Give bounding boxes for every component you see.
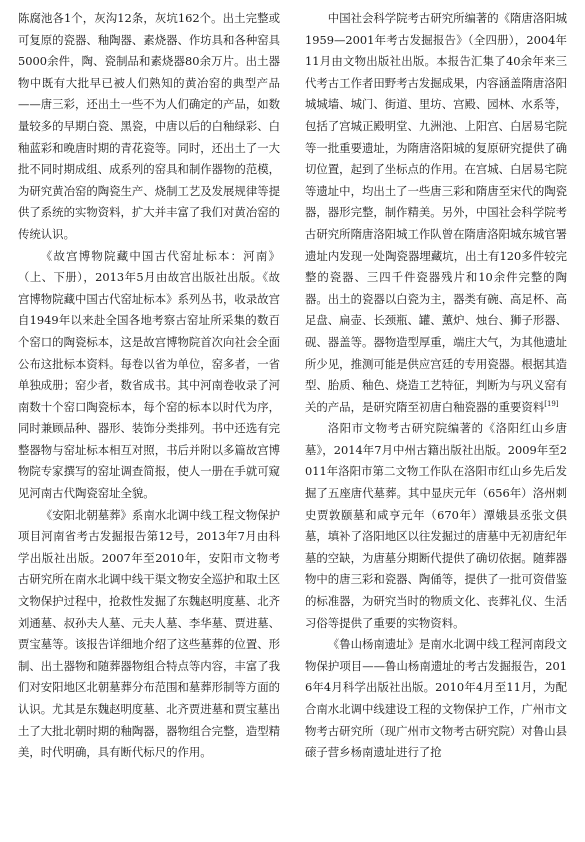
paragraph-anyang-tombs: 《安阳北朝墓葬》系南水北调中线工程文物保护项目河南省考古发掘报告第12号，2013年7月由科学出版社出版。2007年至2010年，安阳市文物考古研究所在南水北调中线干渠文物安全巡护和取土区文物保护过程中，抢救性发掘了东魏赵明度墓、北齐刘通墓、叔孙夫人墓、元夫人墓、李华墓、贾进墓、贾宝墓等。该报告详细地介绍了这些墓葬的位置、形制、出土器物和随葬器物组合特点等内容，丰富了我们对安阳地区北朝墓葬分布范围和墓葬形制等方面的认识。尤其是东魏赵明度墓、北齐贾进墓和贾宝墓出土了大批北朝时期的釉陶器，器物组合完整，造型精美，时代明确，具有断代标尺的作用。 — [18, 507, 281, 760]
paragraph-lushan-yangnan: 《鲁山杨南遗址》是南水北调中线工程河南段文物保护项目——鲁山杨南遗址的考古发掘报告，2016年4月科学出版社出版。2010年4月至11月，为配合南水北调中线建设工程的文物保护工作，广州市文物考古研究所（现广州市文物考古研究院）对鲁山县磙子营乡杨南遗址进行了抢 — [305, 637, 568, 760]
paragraph-palace-museum-catalog: 《故宫博物院藏中国古代窑址标本：河南》（上、下册），2013年5月由故宫出版社出版。《故宫博物院藏中国古代窑址标本》系列丛书，收录故宫自1949年以来赴全国各地考察古窑址所采集的数百个窑口的陶瓷标本，这是故宫博物院首次向社会全面公布这批标本资料。每卷以省为单位，窑多者，一省单独成册；窑少者，数省成书。其中河南卷收录了河南数十个窑口陶瓷标本，每个窑的标本以时代为序，同时兼顾品种、器形、装饰分类排列。书中还选有完整器物与窑址标本相互对照，书后并附以多篇故宫博物院专家撰写的窑址调查简报，使人一册在手就可窥见河南古代陶瓷窑址全貌。 — [18, 248, 280, 501]
footnote-reference: [19] — [544, 399, 559, 408]
paragraph-sui-tang-luoyang — [305, 8, 567, 418]
paragraph-continuation: 陈腐池各1个，灰沟12条，灰坑162个。出土完整或可复原的瓷器、釉陶器、素烧器、作坊具和各种窑具5000余件，陶、瓷制品和素烧器80余万片。出土器物中既有大批早已被人们熟知的黄冶窑的典型产品——唐三彩，还出土一些不为人们确定的产品，如数量较多的早期白瓷、黑瓷，中唐以后的白釉绿彩、白釉蓝彩和晚唐时期的青花瓷等。同时，还出土了一大批不同时期成组、成系列的窑具和制作器物的范模，为研究黄冶窑的陶瓷生产、烧制工艺及发展规律等提供了系统的实物资料，扩大并丰富了我们对黄冶窑的传统认识。 — [18, 11, 280, 241]
paragraph-text: 中国社会科学院考古研究所编著的《隋唐洛阳城1959—2001年考古发掘报告》（全四册），2004年11月由文物出版社出版。本报告汇集了40余年来三代考古工作者田野考古发掘成果，内容涵盖隋唐洛阳城城墙、城门、街道、里坊、宫殿、园林、水系等，包括了宫城正殿明堂、九洲池、上阳宫、白居易宅院等一批重要遗址，为隋唐洛阳城的复原研究提供了确切位置，起到了坐标点的作用。在宫城、白居易宅院等遗址中，均出土了一些唐三彩和隋唐至宋代的陶瓷器，器形完整，制作精美。另外，中国社会科学院考古研究所隋唐洛阳城工作队曾在隋唐洛阳城东城官署遗址内发现一处陶瓷器埋藏坑，出土有120多件较完整的瓷器、三四千件瓷器残片和10余件完整的陶器。出土的瓷器以白瓷为主，器类有碗、高足杯、高足盘、扁壶、长颈瓶、罐、薰炉、烛台、狮子形器、砚、器盖等。器物造型厚重，端庄大气，为其他遗址所少见，推测可能是供应宫廷的专用瓷器。根据其造型、胎质、釉色、烧造工艺特征，判断为与巩义窑有关的产品，是研究隋至初唐白釉瓷器的重要资料 — [305, 11, 568, 414]
paragraph-hongshan-tombs: 洛阳市文物考古研究院编著的《洛阳红山乡唐墓》，2014年7月中州古籍出版社出版。2009年至2011年洛阳市第二文物工作队在洛阳市红山乡先后发掘了五座唐代墓葬。其中显庆元年（656年）洛州刺史贾敦颐墓和咸亨元年（670年）潭娥县丞张文俱墓，填补了洛阳地区以往发掘过的唐墓中无初唐纪年墓的空缺，为唐墓分期断代提供了确切依据。随葬器物中的唐三彩和瓷器、陶俑等，提供了一批可资借鉴的标准器，为研究当时的物质文化、丧葬礼仪、生活习俗等提供了重要的实物资料。 — [305, 421, 567, 630]
right-column — [305, 8, 567, 842]
left-column — [18, 8, 280, 842]
